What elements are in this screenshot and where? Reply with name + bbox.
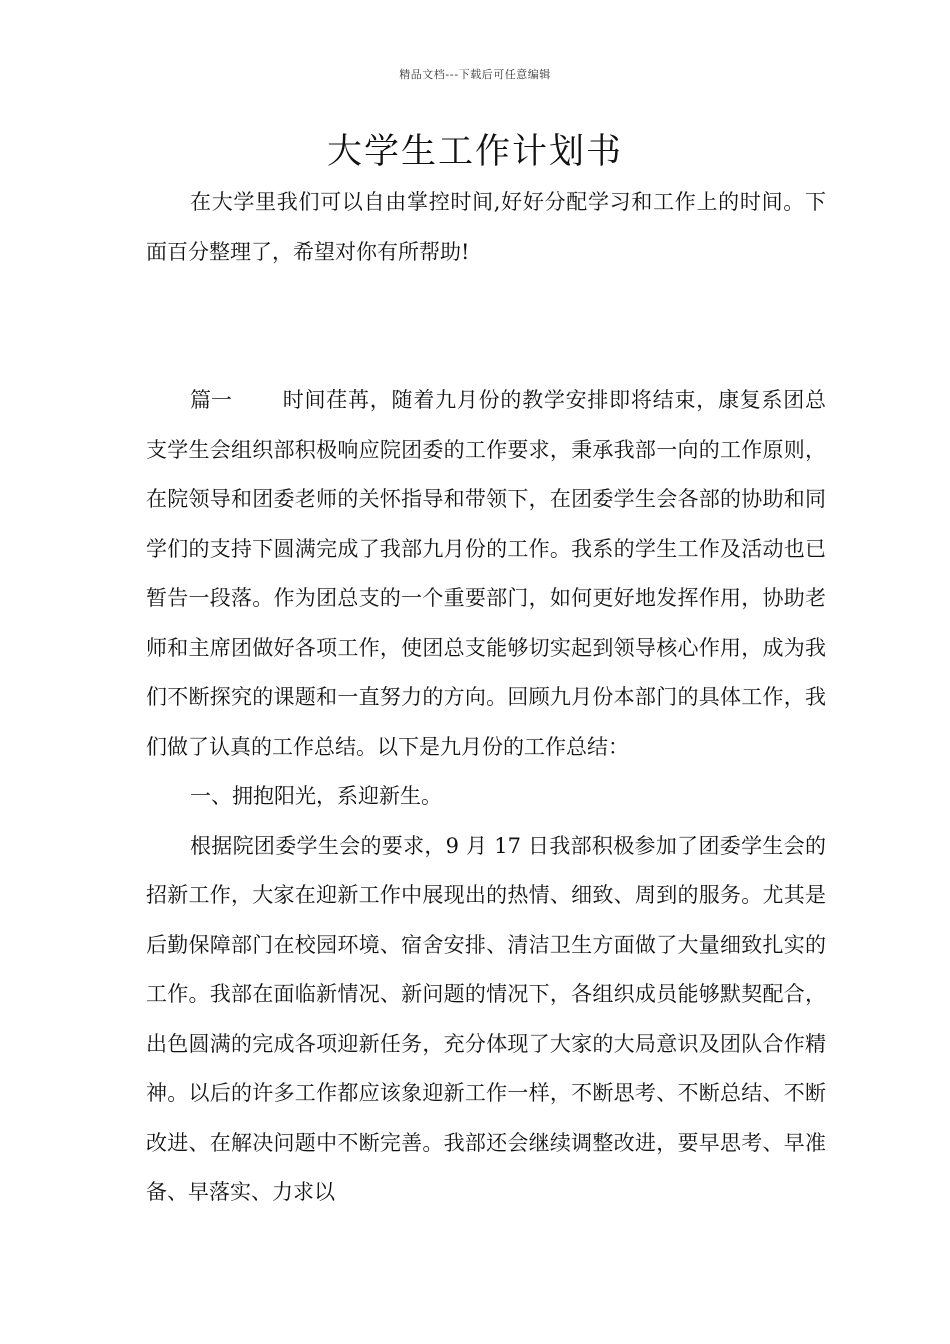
- section-paragraph: 根据院团委学生会的要求，9 月 17 日我部积极参加了团委学生会的招新工作，大家在迎新工作中展现出的热情、细致、周到的服务。尤其是后勤保障部门在校园环境、宿舍安排、清洁卫生方面做了大量细致扎实的工作。我部在面临新情况、新问题的情况下，各组织成员能够默契配合，出色圆满的完成各项迎新任务，充分体现了大家的大局意识及团队合作精神。以后的许多工作都应该象迎新工作一样，不断思考、不断总结、不断改进、在解决问题中不断完善。我部还会继续调整改进，要早思考、早准备、早落实、力求以: [146, 833, 826, 1204]
- document-title: 大学生工作计划书: [326, 132, 623, 172]
- chapter-label: 篇一: [190, 388, 232, 412]
- section-heading: 一、拥抱阳光，系迎新生。: [190, 784, 442, 808]
- blank-line: [146, 277, 826, 376]
- header-note: 精品文档---下载后可任意编辑: [399, 68, 551, 81]
- intro-paragraph: 在大学里我们可以自由掌控时间,好好分配学习和工作上的时间。下面百分整理了，希望对你有所帮助!: [146, 190, 826, 264]
- chapter-text: 时间荏苒，随着九月份的教学安排即将结束，康复系团总支学生会组织部积极响应院团委的工作要求，秉承我部一向的工作原则，在院领导和团委老师的关怀指导和带领下，在团委学生会各部的协助和同学们的支持下圆满完成了我部九月份的工作。我系的学生工作及活动也已暂告一段落。作为团总支的一个重要部门，如何更好地发挥作用，协助老师和主席团做好各项工作，使团总支能够切实起到领导核心作用，成为我们不断探究的课题和一直努力的方向。回顾九月份本部门的具体工作，我们做了认真的工作总结。以下是九月份的工作总结：: [146, 388, 826, 759]
- document-body: [146, 178, 826, 1218]
- chapter-paragraph: [146, 376, 826, 772]
